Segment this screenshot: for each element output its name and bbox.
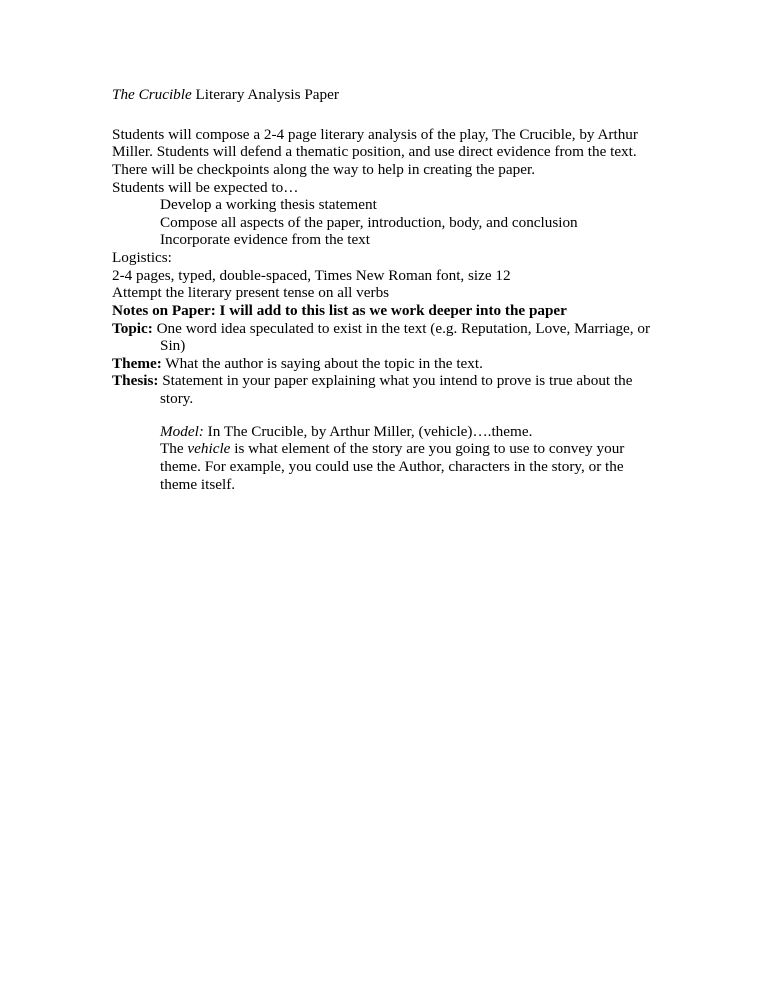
- model-line: [112, 423, 656, 441]
- list-item: Develop a working thesis statement: [160, 196, 377, 214]
- vehicle-prefix: The: [160, 440, 188, 458]
- model-text: In The Crucible, by Arthur Miller, (vehicle)….theme.: [203, 422, 533, 440]
- expectations-heading: Students will be expected to…: [112, 178, 299, 196]
- model-label: Model:: [160, 422, 204, 440]
- notes-heading: Notes on Paper: I will add to this list as we work deeper into the paper: [112, 301, 567, 319]
- term-topic-text: One word idea speculated to exist in the text (e.g. Reputation, Love, Marriage, or Sin): [152, 319, 651, 355]
- vehicle-explanation: [112, 440, 656, 493]
- logistics-line-1: 2-4 pages, typed, double-spaced, Times New Roman font, size 12: [112, 266, 511, 284]
- expectations-list: [112, 196, 656, 249]
- document-title-rest: Literary Analysis Paper: [191, 86, 339, 103]
- list-item: Incorporate evidence from the text: [160, 231, 370, 249]
- logistics-line-2: Attempt the literary present tense on all verbs: [112, 284, 390, 302]
- list-item: Compose all aspects of the paper, introduction, body, and conclusion: [160, 213, 578, 231]
- term-thesis: [112, 372, 656, 407]
- logistics-heading: Logistics:: [112, 249, 172, 266]
- term-theme: [112, 355, 656, 373]
- intro-paragraph: Students will compose a 2-4 page literary analysis of the play, The Crucible, by Arthur Miller. Students will defend a thematic position, and use direct evidence from the text. There will be checkpoints along the way to help in creating the paper.: [112, 125, 638, 178]
- vehicle-rest: is what element of the story are you going to use to convey your theme. For example, you could use the Author, characters in the story, or the theme itself.: [160, 440, 625, 493]
- term-thesis-label: Thesis:: [112, 372, 159, 390]
- vehicle-term: vehicle: [187, 440, 231, 458]
- document-title: [112, 86, 656, 104]
- term-thesis-text: Statement in your paper explaining what you intend to prove is true about the story.: [158, 372, 633, 407]
- spacer: [112, 408, 656, 423]
- term-topic: [112, 320, 656, 355]
- document-body: [112, 86, 656, 493]
- term-theme-label: Theme:: [112, 354, 162, 372]
- document-title-italic-part: The Crucible: [112, 86, 192, 103]
- term-topic-label: Topic:: [112, 319, 153, 337]
- term-theme-text: What the author is saying about the topic in the text.: [161, 354, 483, 372]
